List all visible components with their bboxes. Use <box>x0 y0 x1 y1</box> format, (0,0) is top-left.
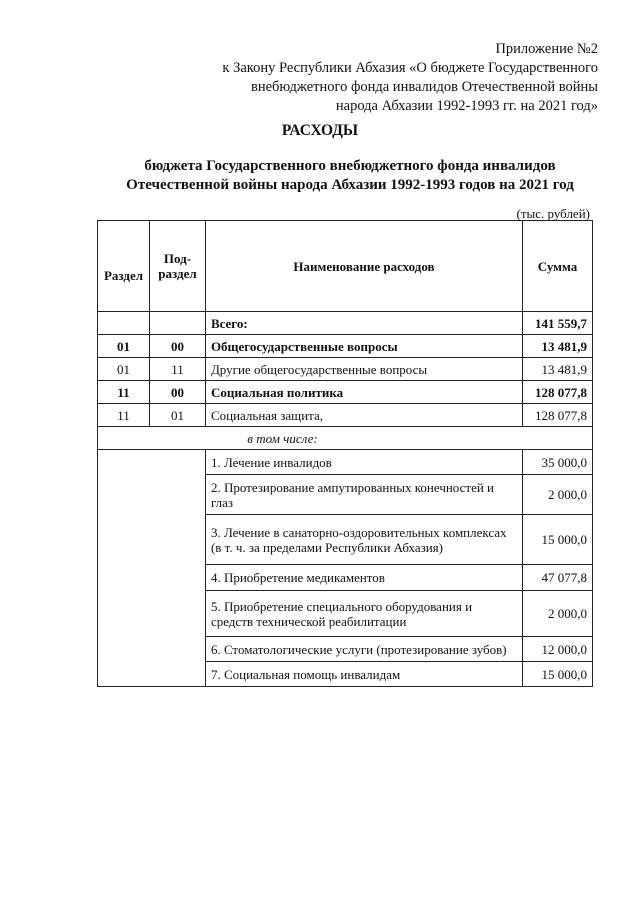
header-subsection <box>149 221 205 312</box>
item-name-text: 6. Стоматологические услуги (протезирование зубов) <box>210 641 507 657</box>
item-amount: 2 000,0 <box>523 475 593 515</box>
including-row <box>98 427 593 450</box>
expense-amount: 128 077,8 <box>523 381 593 404</box>
item-amount: 2 000,0 <box>523 591 593 637</box>
item-name-text: средств технической реабилитации <box>210 613 407 629</box>
subtitle-line: Отечественной войны народа Абхазии 1992-1993 годов на 2021 год <box>126 177 574 193</box>
appendix-line: внебюджетного фонда инвалидов Отечественной войны <box>251 79 598 95</box>
item-amount: 47 077,8 <box>523 565 593 591</box>
subsection-code: 00 <box>149 335 205 358</box>
item-name <box>205 565 522 591</box>
expense-name: Другие общегосударственные вопросы <box>205 358 522 381</box>
item-row <box>98 450 593 475</box>
empty-code-cell <box>98 450 206 687</box>
item-amount: 15 000,0 <box>523 515 593 565</box>
document-title: РАСХОДЫ <box>281 122 359 139</box>
table-row <box>98 404 593 427</box>
subsection-code: 11 <box>149 358 205 381</box>
appendix-line: народа Абхазии 1992-1993 гг. на 2021 год» <box>335 98 598 114</box>
item-name <box>205 475 522 515</box>
item-name-text: 7. Социальная помощь инвалидам <box>210 666 401 682</box>
expense-amount: 13 481,9 <box>523 335 593 358</box>
item-amount: 12 000,0 <box>523 637 593 662</box>
item-name <box>205 450 522 475</box>
appendix-line: к Закону Республики Абхазия «О бюджете Государственного <box>222 60 598 76</box>
appendix-header <box>158 40 598 116</box>
expense-amount: 13 481,9 <box>523 358 593 381</box>
item-name <box>205 591 522 637</box>
header-subsection-line: раздел <box>158 266 197 281</box>
section-code: 11 <box>98 381 150 404</box>
item-name-text: 3. Лечение в санаторно-оздоровительных комплексах <box>210 524 507 540</box>
item-name-text: глаз <box>210 494 234 510</box>
expenses-table <box>97 220 593 687</box>
including-text: в том числе: <box>247 430 318 446</box>
total-amount: 141 559,7 <box>523 312 593 335</box>
header-section: Раздел <box>98 221 150 312</box>
section-code: 01 <box>98 358 150 381</box>
item-name <box>205 637 522 662</box>
item-name-text: 2. Протезирование ампутированных конечностей и <box>210 479 495 495</box>
section-code: 11 <box>98 404 150 427</box>
section-code: 01 <box>98 335 150 358</box>
item-name-text: (в т. ч. за пределами Республики Абхазия) <box>210 539 443 555</box>
total-label: Всего: <box>205 312 522 335</box>
item-name <box>205 662 522 687</box>
table-row <box>98 358 593 381</box>
subsection-code: 01 <box>149 404 205 427</box>
expense-amount: 128 077,8 <box>523 404 593 427</box>
appendix-number: Приложение №2 <box>495 41 598 57</box>
including-label <box>98 427 593 450</box>
total-row <box>98 312 593 335</box>
subtitle-line: бюджета Государственного внебюджетного фонда инвалидов <box>144 158 556 174</box>
expense-name: Социальная политика <box>205 381 522 404</box>
item-amount: 35 000,0 <box>523 450 593 475</box>
header-amount: Сумма <box>523 221 593 312</box>
table-cell <box>98 312 150 335</box>
item-name-text: 4. Приобретение медикаментов <box>210 570 385 585</box>
document-subtitle <box>90 157 610 195</box>
table-cell <box>149 312 205 335</box>
expense-name: Социальная защита, <box>205 404 522 427</box>
item-name <box>205 515 522 565</box>
item-amount: 15 000,0 <box>523 662 593 687</box>
item-name-text: 5. Приобретение специального оборудования и <box>210 598 473 614</box>
item-name-text: 1. Лечение инвалидов <box>210 454 332 470</box>
header-subsection-line: Под- <box>163 251 192 266</box>
header-name: Наименование расходов <box>205 221 522 312</box>
table-header-row <box>98 221 593 312</box>
subsection-code: 00 <box>149 381 205 404</box>
table-row <box>98 381 593 404</box>
expense-name: Общегосударственные вопросы <box>205 335 522 358</box>
table-row <box>98 335 593 358</box>
units-note: (тыс. рублей) <box>516 206 590 221</box>
